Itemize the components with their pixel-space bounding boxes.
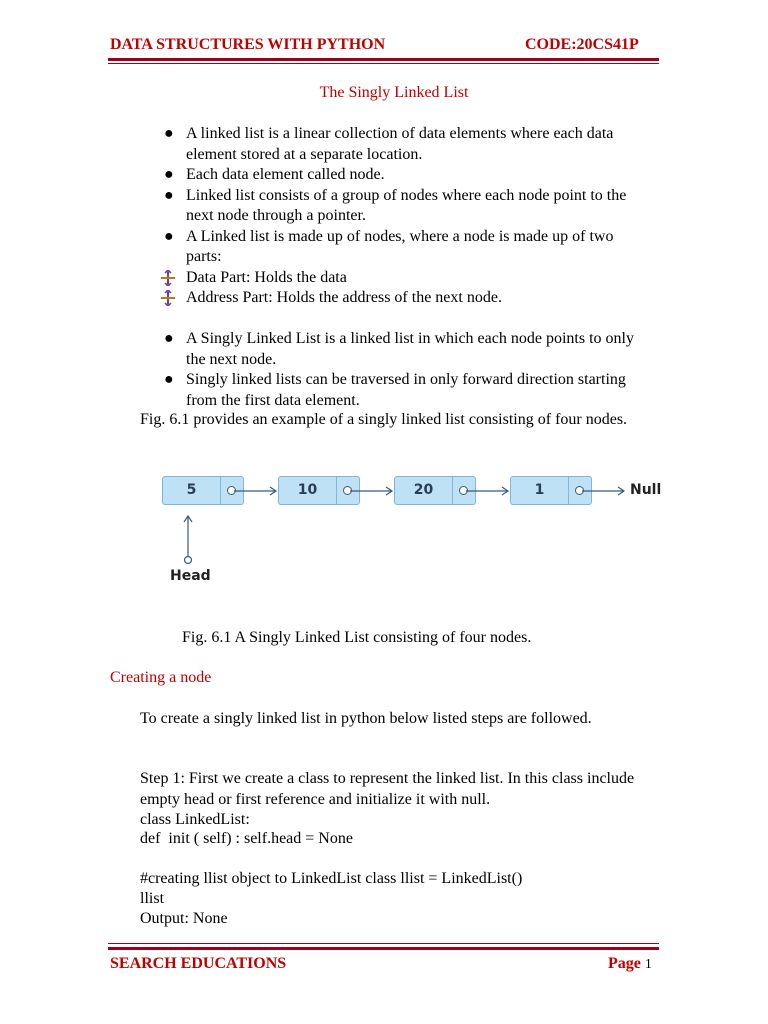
- pointer-icon: [459, 486, 468, 495]
- node-value: 5: [186, 482, 197, 498]
- code-line: class LinkedList:: [140, 811, 250, 828]
- bullet-icon: ●: [164, 186, 174, 204]
- list-item: ● Linked list consists of a group of nodes where each node point to the next node through a pointer.: [164, 186, 627, 224]
- node-value: 10: [297, 482, 318, 498]
- output-line: Output: None: [140, 910, 228, 927]
- bullet-list-b: [164, 329, 646, 411]
- code-line: llist: [140, 890, 165, 907]
- list-node: [278, 476, 360, 505]
- header-title: DATA STRUCTURES WITH PYTHON: [110, 36, 386, 53]
- list-node: [510, 476, 592, 505]
- footer-rule-thick: [108, 947, 659, 950]
- figure-caption: Fig. 6.1 A Singly Linked List consisting of four nodes.: [182, 629, 532, 646]
- list-item: ● A Singly Linked List is a linked list in which each node points to only the next node.: [164, 330, 634, 368]
- header-code: CODE:20CS41P: [525, 36, 639, 53]
- list-node: [394, 476, 476, 505]
- header-rule-thick: [108, 58, 659, 61]
- sub-list-item: Address Part: Holds the address of the next node.: [186, 288, 646, 309]
- arrow-cross-icon: [161, 270, 175, 286]
- section-intro: To create a singly linked list in python below listed steps are followed.: [140, 710, 592, 727]
- figure-intro: Fig. 6.1 provides an example of a singly linked list consisting of four nodes.: [140, 411, 628, 428]
- arrow-head-icon: [270, 487, 276, 495]
- list-item: ● A Linked list is made up of nodes, where a node is made up of two parts:: [164, 227, 614, 265]
- bullet-icon: ●: [164, 166, 174, 183]
- bullet-icon: ●: [164, 227, 174, 245]
- list-item: ● Singly linked lists can be traversed in only forward direction starting from the first data element.: [164, 371, 626, 409]
- list-item: ● A linked list is a linear collection of data elements where each data element stored at a separate location.: [164, 125, 614, 163]
- node-value: 1: [534, 482, 545, 498]
- arrow-cross-icon: [161, 290, 175, 306]
- bullet-list-a: [164, 124, 646, 309]
- code-line: def init ( self) : self.head = None: [140, 830, 353, 847]
- pointer-icon: [575, 486, 584, 495]
- arrow-head-icon: [184, 516, 192, 522]
- list-item: ● Each data element called node.: [186, 165, 646, 186]
- header-rule-thin: [108, 63, 659, 64]
- page-title: The Singly Linked List: [319, 84, 469, 101]
- arrow-head-icon: [386, 487, 392, 495]
- step-1-text: Step 1: First we create a class to represent the linked list. In this class include empty head or first reference and initialize it with null.: [140, 770, 635, 808]
- sub-list-item: Data Part: Holds the data: [186, 268, 646, 289]
- page-number: Page 1: [608, 955, 652, 972]
- pointer-icon: [343, 486, 352, 495]
- arrow-head-icon: [502, 487, 508, 495]
- pointer-icon: [227, 486, 236, 495]
- arrow-head-icon: [618, 487, 624, 495]
- node-value: 20: [413, 482, 434, 498]
- section-heading: Creating a node: [110, 669, 212, 686]
- list-node: [162, 476, 244, 505]
- head-label: Head: [170, 568, 211, 584]
- null-label: Null: [630, 482, 662, 498]
- head-anchor-icon: [185, 557, 192, 564]
- footer-rule-thin: [108, 943, 659, 944]
- footer-brand: SEARCH EDUCATIONS: [110, 955, 287, 972]
- bullet-icon: ●: [164, 125, 174, 142]
- bullet-icon: ●: [164, 371, 174, 388]
- code-line: #creating llist object to LinkedList class llist = LinkedList(): [140, 870, 523, 887]
- bullet-icon: ●: [164, 330, 174, 347]
